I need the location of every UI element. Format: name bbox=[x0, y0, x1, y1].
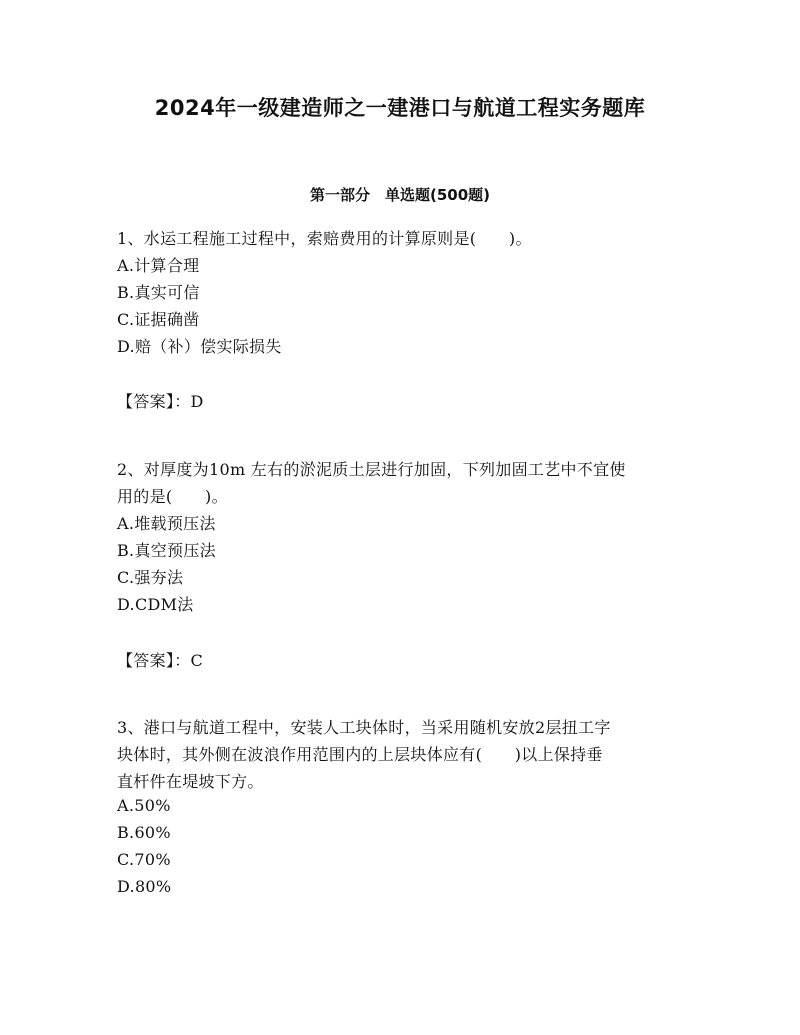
question-stem-continued: 用的是( )。 bbox=[117, 487, 228, 506]
question-stem: 2、对厚度为10m 左右的淤泥质土层进行加固，下列加固工艺中不宜使 bbox=[117, 460, 626, 479]
option-d: D.80% bbox=[117, 877, 172, 896]
question-stem-continued: 直杆件在堤坡下方。 bbox=[117, 772, 264, 791]
option-d: D.CDM法 bbox=[117, 595, 194, 614]
option-c: C.证据确凿 bbox=[117, 310, 200, 329]
question-stem: 1、水运工程施工过程中，索赔费用的计算原则是( )。 bbox=[117, 229, 532, 248]
option-a: A.50% bbox=[117, 796, 171, 815]
question-stem-continued: 块体时，其外侧在波浪作用范围内的上层块体应有( )以上保持垂 bbox=[117, 745, 603, 764]
question-stem: 3、港口与航道工程中，安装人工块体时，当采用随机安放2层扭工字 bbox=[117, 718, 611, 737]
option-a: A.计算合理 bbox=[117, 256, 200, 275]
section-heading: 第一部分 单选题(500题) bbox=[309, 186, 491, 204]
option-b: B.真实可信 bbox=[117, 283, 200, 302]
document-title: 2024年一级建造师之一建港口与航道工程实务题库 bbox=[154, 96, 646, 120]
option-b: B.60% bbox=[117, 823, 171, 842]
option-a: A.堆载预压法 bbox=[117, 514, 216, 533]
option-c: C.70% bbox=[117, 850, 171, 869]
answer-label: 【答案】：D bbox=[117, 392, 204, 411]
answer-label: 【答案】：C bbox=[117, 651, 204, 670]
option-b: B.真空预压法 bbox=[117, 541, 216, 560]
option-c: C.强夯法 bbox=[117, 568, 184, 587]
option-d: D.赔（补）偿实际损失 bbox=[117, 337, 282, 356]
